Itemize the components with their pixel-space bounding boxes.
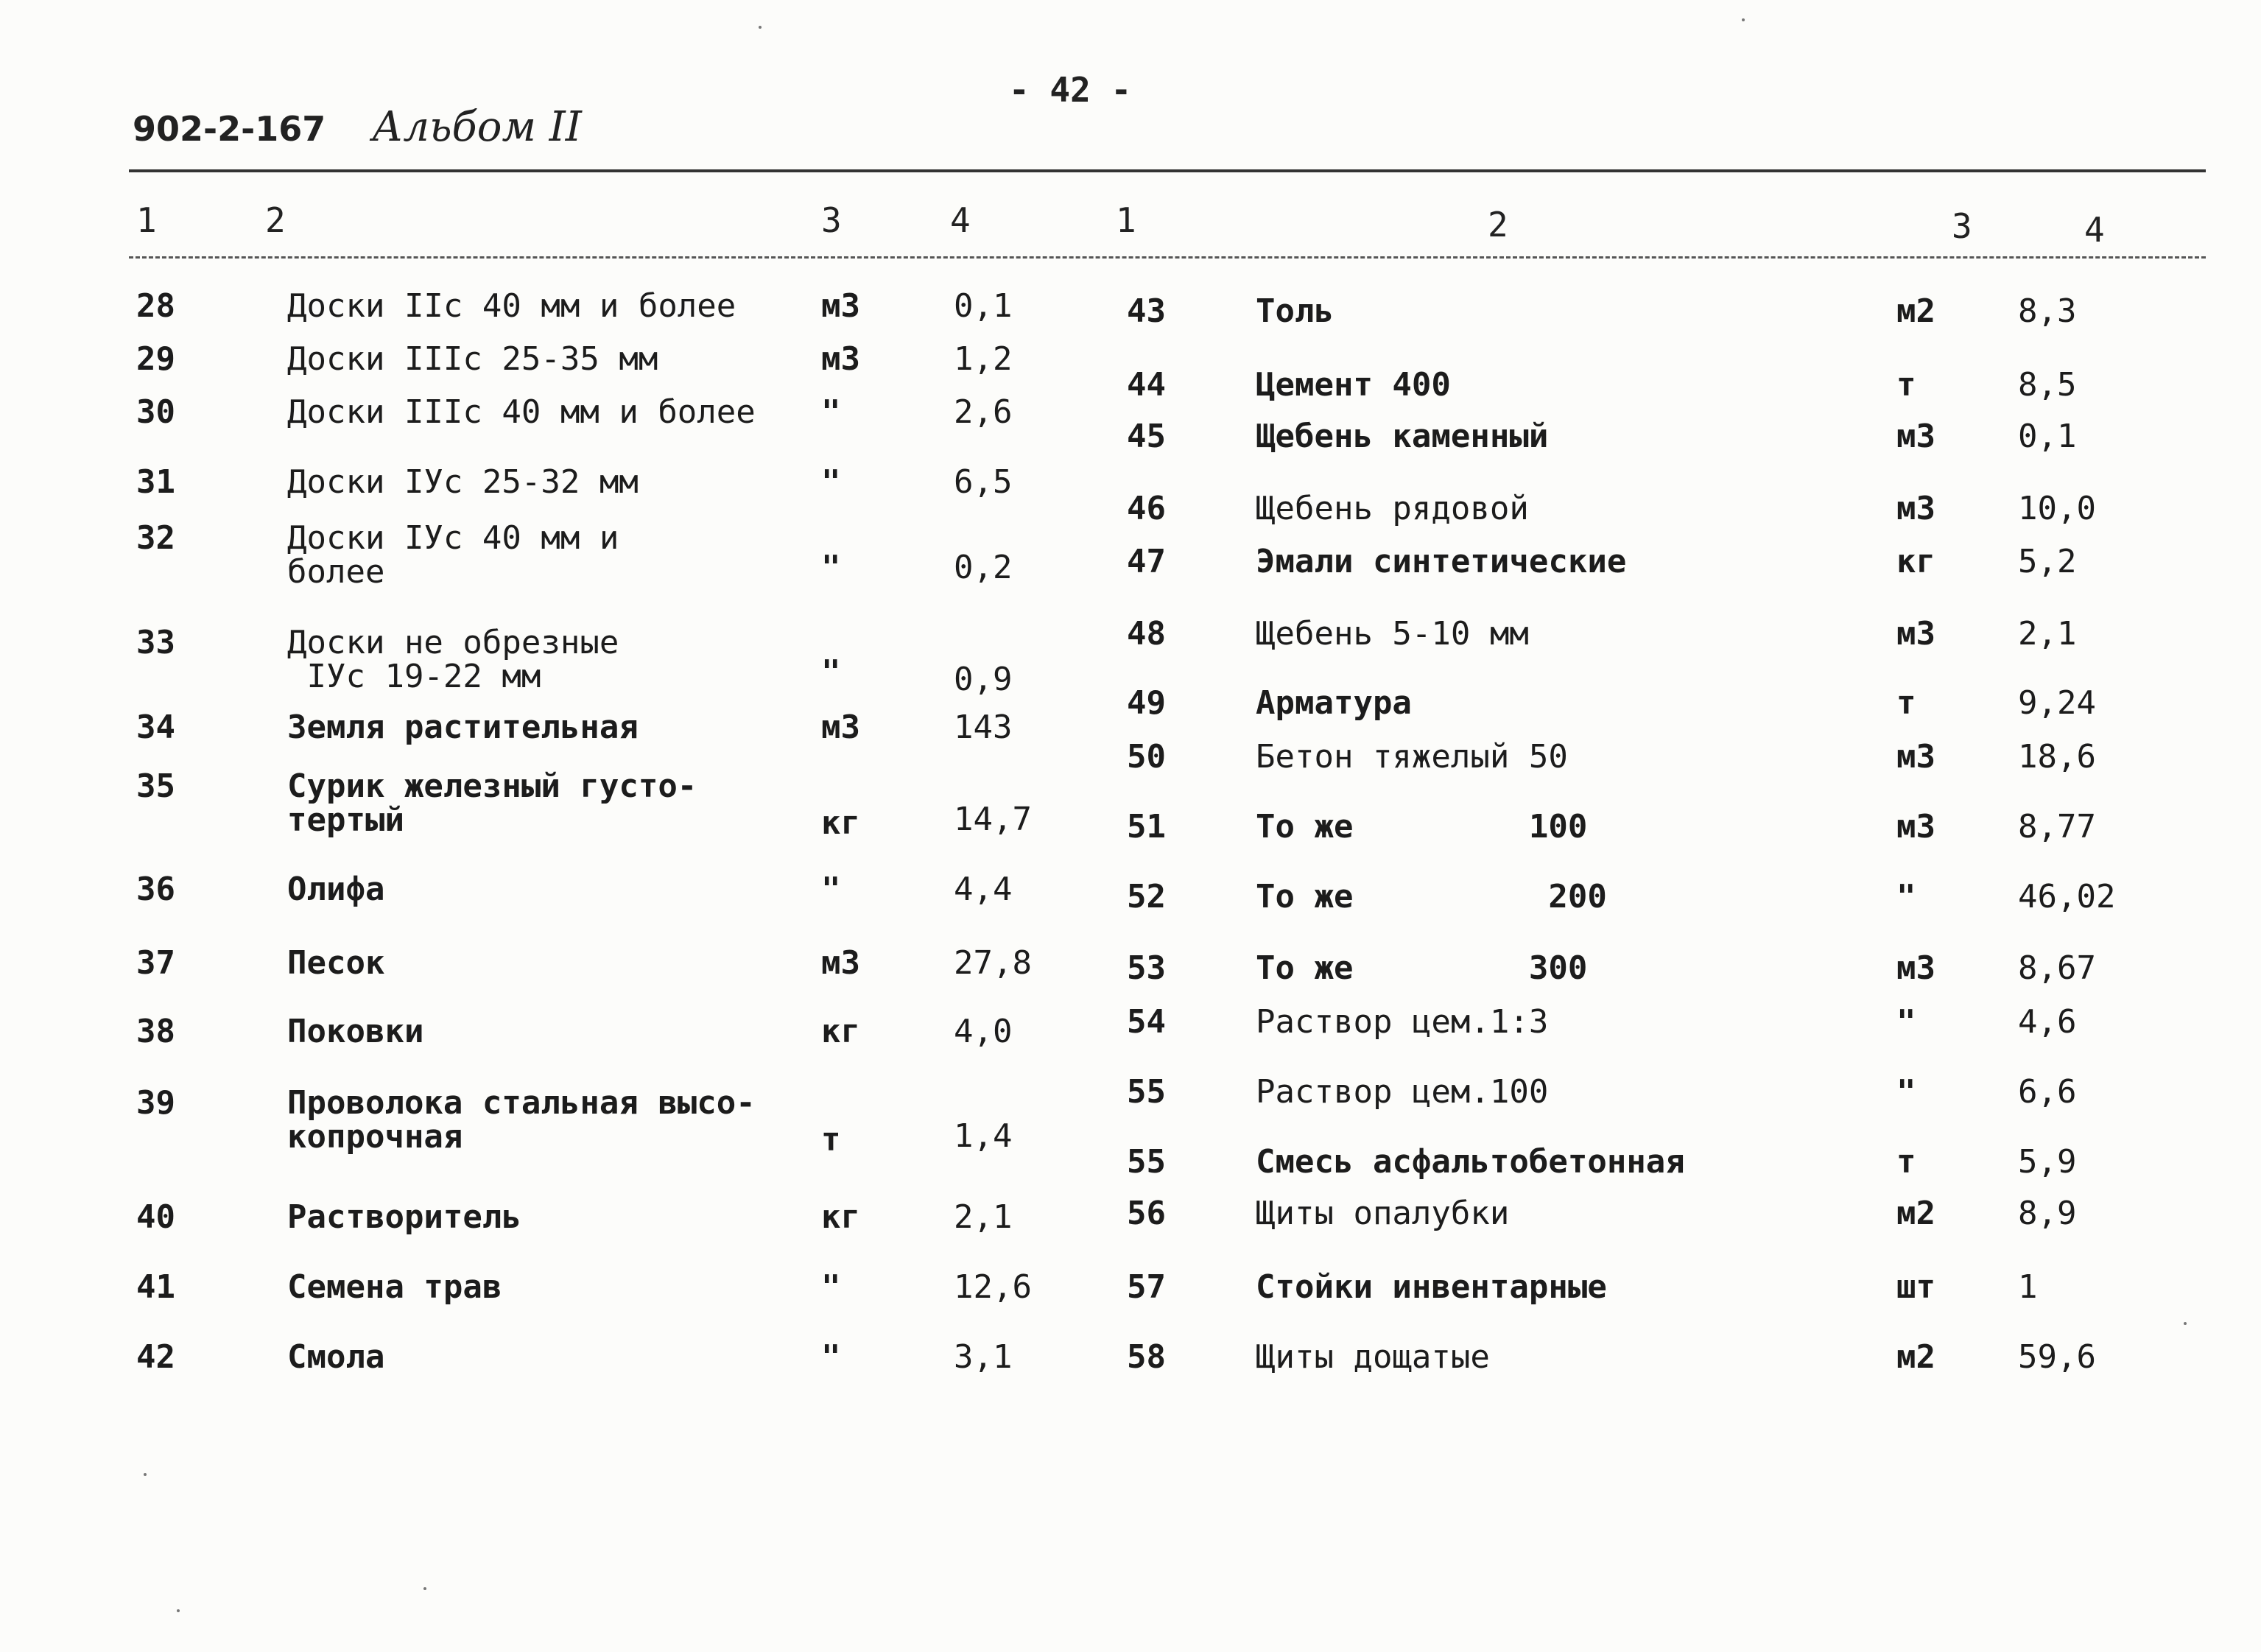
document-code: 902-2-167 (133, 109, 326, 149)
quantity-value: 2,6 (954, 393, 1013, 431)
row-number: 41 (136, 1268, 175, 1306)
unit-of-measure: кг (821, 1198, 860, 1236)
row-number: 55 (1127, 1143, 1166, 1181)
quantity-value: 4,6 (2018, 1003, 2077, 1041)
quantity-value: 3,1 (954, 1338, 1013, 1376)
row-number: 40 (136, 1198, 175, 1236)
row-number: 39 (136, 1084, 175, 1122)
unit-of-measure: " (821, 871, 841, 908)
scan-speck (759, 26, 762, 29)
row-number: 55 (1127, 1073, 1166, 1111)
material-name: Цемент 400 (1256, 366, 1451, 404)
material-name: Песок (287, 944, 385, 982)
row-number: 48 (1127, 615, 1166, 653)
quantity-value: 143 (954, 709, 1013, 746)
quantity-value: 8,5 (2018, 366, 2077, 404)
quantity-value: 12,6 (954, 1268, 1032, 1306)
row-number: 47 (1127, 543, 1166, 580)
row-number: 38 (136, 1013, 175, 1050)
unit-of-measure: " (821, 1268, 841, 1306)
unit-of-measure: т (1896, 684, 1916, 722)
material-name: Раствор цем.100 (1256, 1073, 1549, 1111)
material-name: IУс 19-22 мм (287, 658, 541, 695)
col-header-right-2: 2 (1488, 205, 1508, 245)
quantity-value: 9,24 (2018, 684, 2096, 722)
material-name: Олифа (287, 871, 385, 908)
row-number: 29 (136, 340, 175, 378)
row-number: 54 (1127, 1003, 1166, 1041)
scan-speck (177, 1609, 180, 1612)
material-name: Доски не обрезные (287, 624, 619, 661)
row-number: 51 (1127, 808, 1166, 846)
row-number: 50 (1127, 738, 1166, 776)
row-number: 32 (136, 519, 175, 557)
row-number: 58 (1127, 1338, 1166, 1376)
unit-of-measure: м2 (1896, 1195, 1935, 1232)
row-number: 44 (1127, 366, 1166, 404)
row-number: 36 (136, 871, 175, 908)
col-header-right-4: 4 (2084, 210, 2105, 250)
material-name: Бетон тяжелый 50 (1256, 738, 1568, 776)
row-number: 43 (1127, 292, 1166, 330)
quantity-value: 8,67 (2018, 949, 2096, 987)
row-number: 53 (1127, 949, 1166, 987)
quantity-value: 1,2 (954, 340, 1013, 378)
material-name: Поковки (287, 1013, 424, 1050)
row-number: 56 (1127, 1195, 1166, 1232)
quantity-value: 8,3 (2018, 292, 2077, 330)
row-number: 49 (1127, 684, 1166, 722)
material-name: Эмали синтетические (1256, 543, 1627, 580)
quantity-value: 27,8 (954, 944, 1032, 982)
col-header-left-2: 2 (265, 200, 286, 240)
col-header-right-3: 3 (1952, 206, 1972, 246)
unit-of-measure: м3 (1896, 738, 1935, 776)
material-name: Толь (1256, 292, 1334, 330)
unit-of-measure: т (1896, 1143, 1916, 1181)
unit-of-measure: т (821, 1121, 841, 1159)
page-number: - 42 - (1009, 70, 1132, 110)
row-number: 28 (136, 287, 175, 325)
quantity-value: 0,2 (954, 549, 1013, 586)
quantity-value: 1,4 (954, 1117, 1013, 1155)
material-name: Щебень каменный (1256, 418, 1549, 455)
quantity-value: 0,1 (2018, 418, 2077, 455)
quantity-value: 1 (2018, 1268, 2038, 1306)
row-number: 52 (1127, 878, 1166, 915)
unit-of-measure: т (1896, 366, 1916, 404)
col-header-left-3: 3 (821, 200, 842, 240)
material-name: Доски IУс 25-32 мм (287, 463, 639, 501)
row-number: 30 (136, 393, 175, 431)
row-number: 57 (1127, 1268, 1166, 1306)
material-name: Щиты опалубки (1256, 1195, 1510, 1232)
scan-speck (423, 1587, 426, 1590)
unit-of-measure: м3 (1896, 615, 1935, 653)
material-name: Растворитель (287, 1198, 521, 1236)
header-rule (129, 256, 2206, 259)
row-number: 37 (136, 944, 175, 982)
row-number: 42 (136, 1338, 175, 1376)
quantity-value: 8,77 (2018, 808, 2096, 846)
scan-speck (2184, 1322, 2187, 1325)
unit-of-measure: " (821, 393, 841, 431)
quantity-value: 10,0 (2018, 490, 2096, 527)
material-name: Семена трав (287, 1268, 502, 1306)
unit-of-measure: " (821, 653, 841, 691)
quantity-value: 6,5 (954, 463, 1013, 501)
quantity-value: 4,4 (954, 871, 1013, 908)
unit-of-measure: м3 (1896, 490, 1935, 527)
quantity-value: 2,1 (2018, 615, 2077, 653)
quantity-value: 46,02 (2018, 878, 2116, 915)
material-name: Раствор цем.1:3 (1256, 1003, 1549, 1041)
unit-of-measure: м3 (821, 944, 860, 982)
unit-of-measure: м3 (821, 287, 860, 325)
unit-of-measure: кг (821, 1013, 860, 1050)
unit-of-measure: " (1896, 1003, 1916, 1041)
material-name: Смола (287, 1338, 385, 1376)
scan-speck (144, 1473, 147, 1476)
material-name: тертый (287, 801, 404, 839)
material-name: То же 200 (1256, 878, 1607, 915)
unit-of-measure: м2 (1896, 1338, 1935, 1376)
unit-of-measure: шт (1896, 1268, 1935, 1306)
material-name: Земля растительная (287, 709, 639, 746)
quantity-value: 0,9 (954, 661, 1013, 698)
unit-of-measure: м2 (1896, 292, 1935, 330)
quantity-value: 18,6 (2018, 738, 2096, 776)
quantity-value: 5,2 (2018, 543, 2077, 580)
unit-of-measure: " (821, 549, 841, 586)
material-name: Сурик железный густо- (287, 767, 697, 805)
quantity-value: 14,7 (954, 801, 1032, 838)
material-name: Доски IIIс 40 мм и более (287, 393, 756, 431)
material-name: более (287, 553, 385, 591)
material-name: То же 300 (1256, 949, 1588, 987)
material-name: Доски IIIс 25-35 мм (287, 340, 658, 378)
quantity-value: 5,9 (2018, 1143, 2077, 1181)
material-name: Арматура (1256, 684, 1412, 722)
unit-of-measure: кг (821, 804, 860, 842)
scan-speck (1742, 18, 1745, 21)
unit-of-measure: м3 (821, 709, 860, 746)
quantity-value: 6,6 (2018, 1073, 2077, 1111)
unit-of-measure: м3 (821, 340, 860, 378)
quantity-value: 2,1 (954, 1198, 1013, 1236)
unit-of-measure: м3 (1896, 418, 1935, 455)
quantity-value: 8,9 (2018, 1195, 2077, 1232)
material-name: Щебень 5-10 мм (1256, 615, 1529, 653)
quantity-value: 4,0 (954, 1013, 1013, 1050)
quantity-value: 0,1 (954, 287, 1013, 325)
unit-of-measure: м3 (1896, 949, 1935, 987)
material-name: Доски IУс 40 мм и (287, 519, 619, 557)
unit-of-measure: " (821, 463, 841, 501)
col-header-right-1: 1 (1116, 200, 1136, 240)
material-name: Проволока стальная высо- (287, 1084, 756, 1122)
unit-of-measure: кг (1896, 543, 1935, 580)
unit-of-measure: " (1896, 878, 1916, 915)
material-name: Доски IIс 40 мм и более (287, 287, 736, 325)
material-name: Щиты дощатые (1256, 1338, 1490, 1376)
material-name: Щебень рядовой (1256, 490, 1529, 527)
row-number: 33 (136, 624, 175, 661)
material-name: копрочная (287, 1118, 463, 1156)
material-name: То же 100 (1256, 808, 1588, 846)
album-label: Альбом II (372, 103, 582, 151)
top-rule (129, 169, 2206, 172)
material-name: Смесь асфальтобетонная (1256, 1143, 1685, 1181)
col-header-left-1: 1 (136, 200, 157, 240)
col-header-left-4: 4 (950, 200, 971, 240)
row-number: 35 (136, 767, 175, 805)
unit-of-measure: м3 (1896, 808, 1935, 846)
unit-of-measure: " (821, 1338, 841, 1376)
material-name: Стойки инвентарные (1256, 1268, 1607, 1306)
quantity-value: 59,6 (2018, 1338, 2096, 1376)
row-number: 31 (136, 463, 175, 501)
row-number: 45 (1127, 418, 1166, 455)
row-number: 46 (1127, 490, 1166, 527)
row-number: 34 (136, 709, 175, 746)
unit-of-measure: " (1896, 1073, 1916, 1111)
